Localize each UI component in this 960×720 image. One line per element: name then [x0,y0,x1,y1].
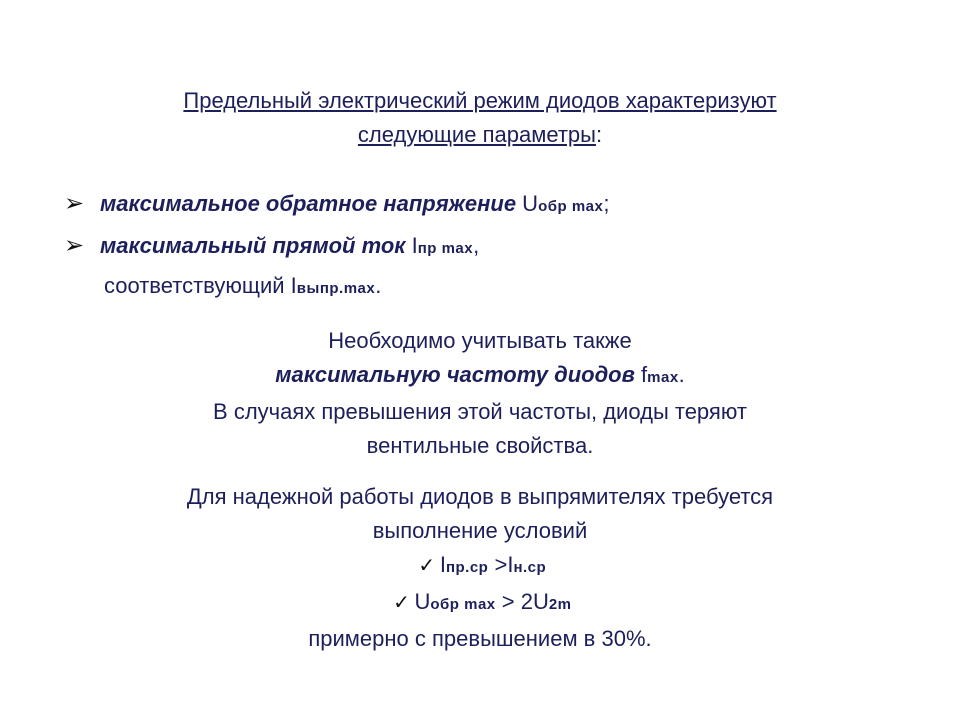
intro-line-1: Предельный электрический режим диодов характеризуют [183,88,777,113]
bullet-forward-current: ➢ максимальный прямой ток Iпр max, [64,230,479,265]
arrow-bullet-icon: ➢ [64,190,85,217]
freq-line-1: Необходимо учитывать также [328,328,632,353]
freq-line-2: максимальную частоту диодов fmax. [275,362,685,387]
freq-line-4: вентильные свойства. [366,433,594,458]
bullet-reverse-voltage: ➢ максимальное обратное напряжение Uобр max; [64,188,609,223]
condition-current: ✓ Iпр.ср >Iн.ср [60,548,900,585]
frequency-note [60,324,900,463]
intro-text [60,84,900,152]
freq-line-3: В случаях превышения этой частоты, диоды теряют [213,399,747,424]
checkmark-icon: ✓ [393,592,410,614]
bullet-forward-current-continuation: соответствующий Iвыпр.max. [104,273,382,298]
cond-line-1: Для надежной работы диодов в выпрямителях требуется [186,484,774,509]
arrow-bullet-icon: ➢ [64,232,85,259]
condition-voltage: ✓ Uобр max > 2U2m [60,585,900,622]
cond-line-2: выполнение условий [372,518,588,543]
intro-line-2: следующие параметры: [357,122,603,147]
cond-footer: примерно с превышением в 30%. [308,626,652,651]
conditions-note [60,480,900,656]
checkmark-icon: ✓ [418,555,436,577]
